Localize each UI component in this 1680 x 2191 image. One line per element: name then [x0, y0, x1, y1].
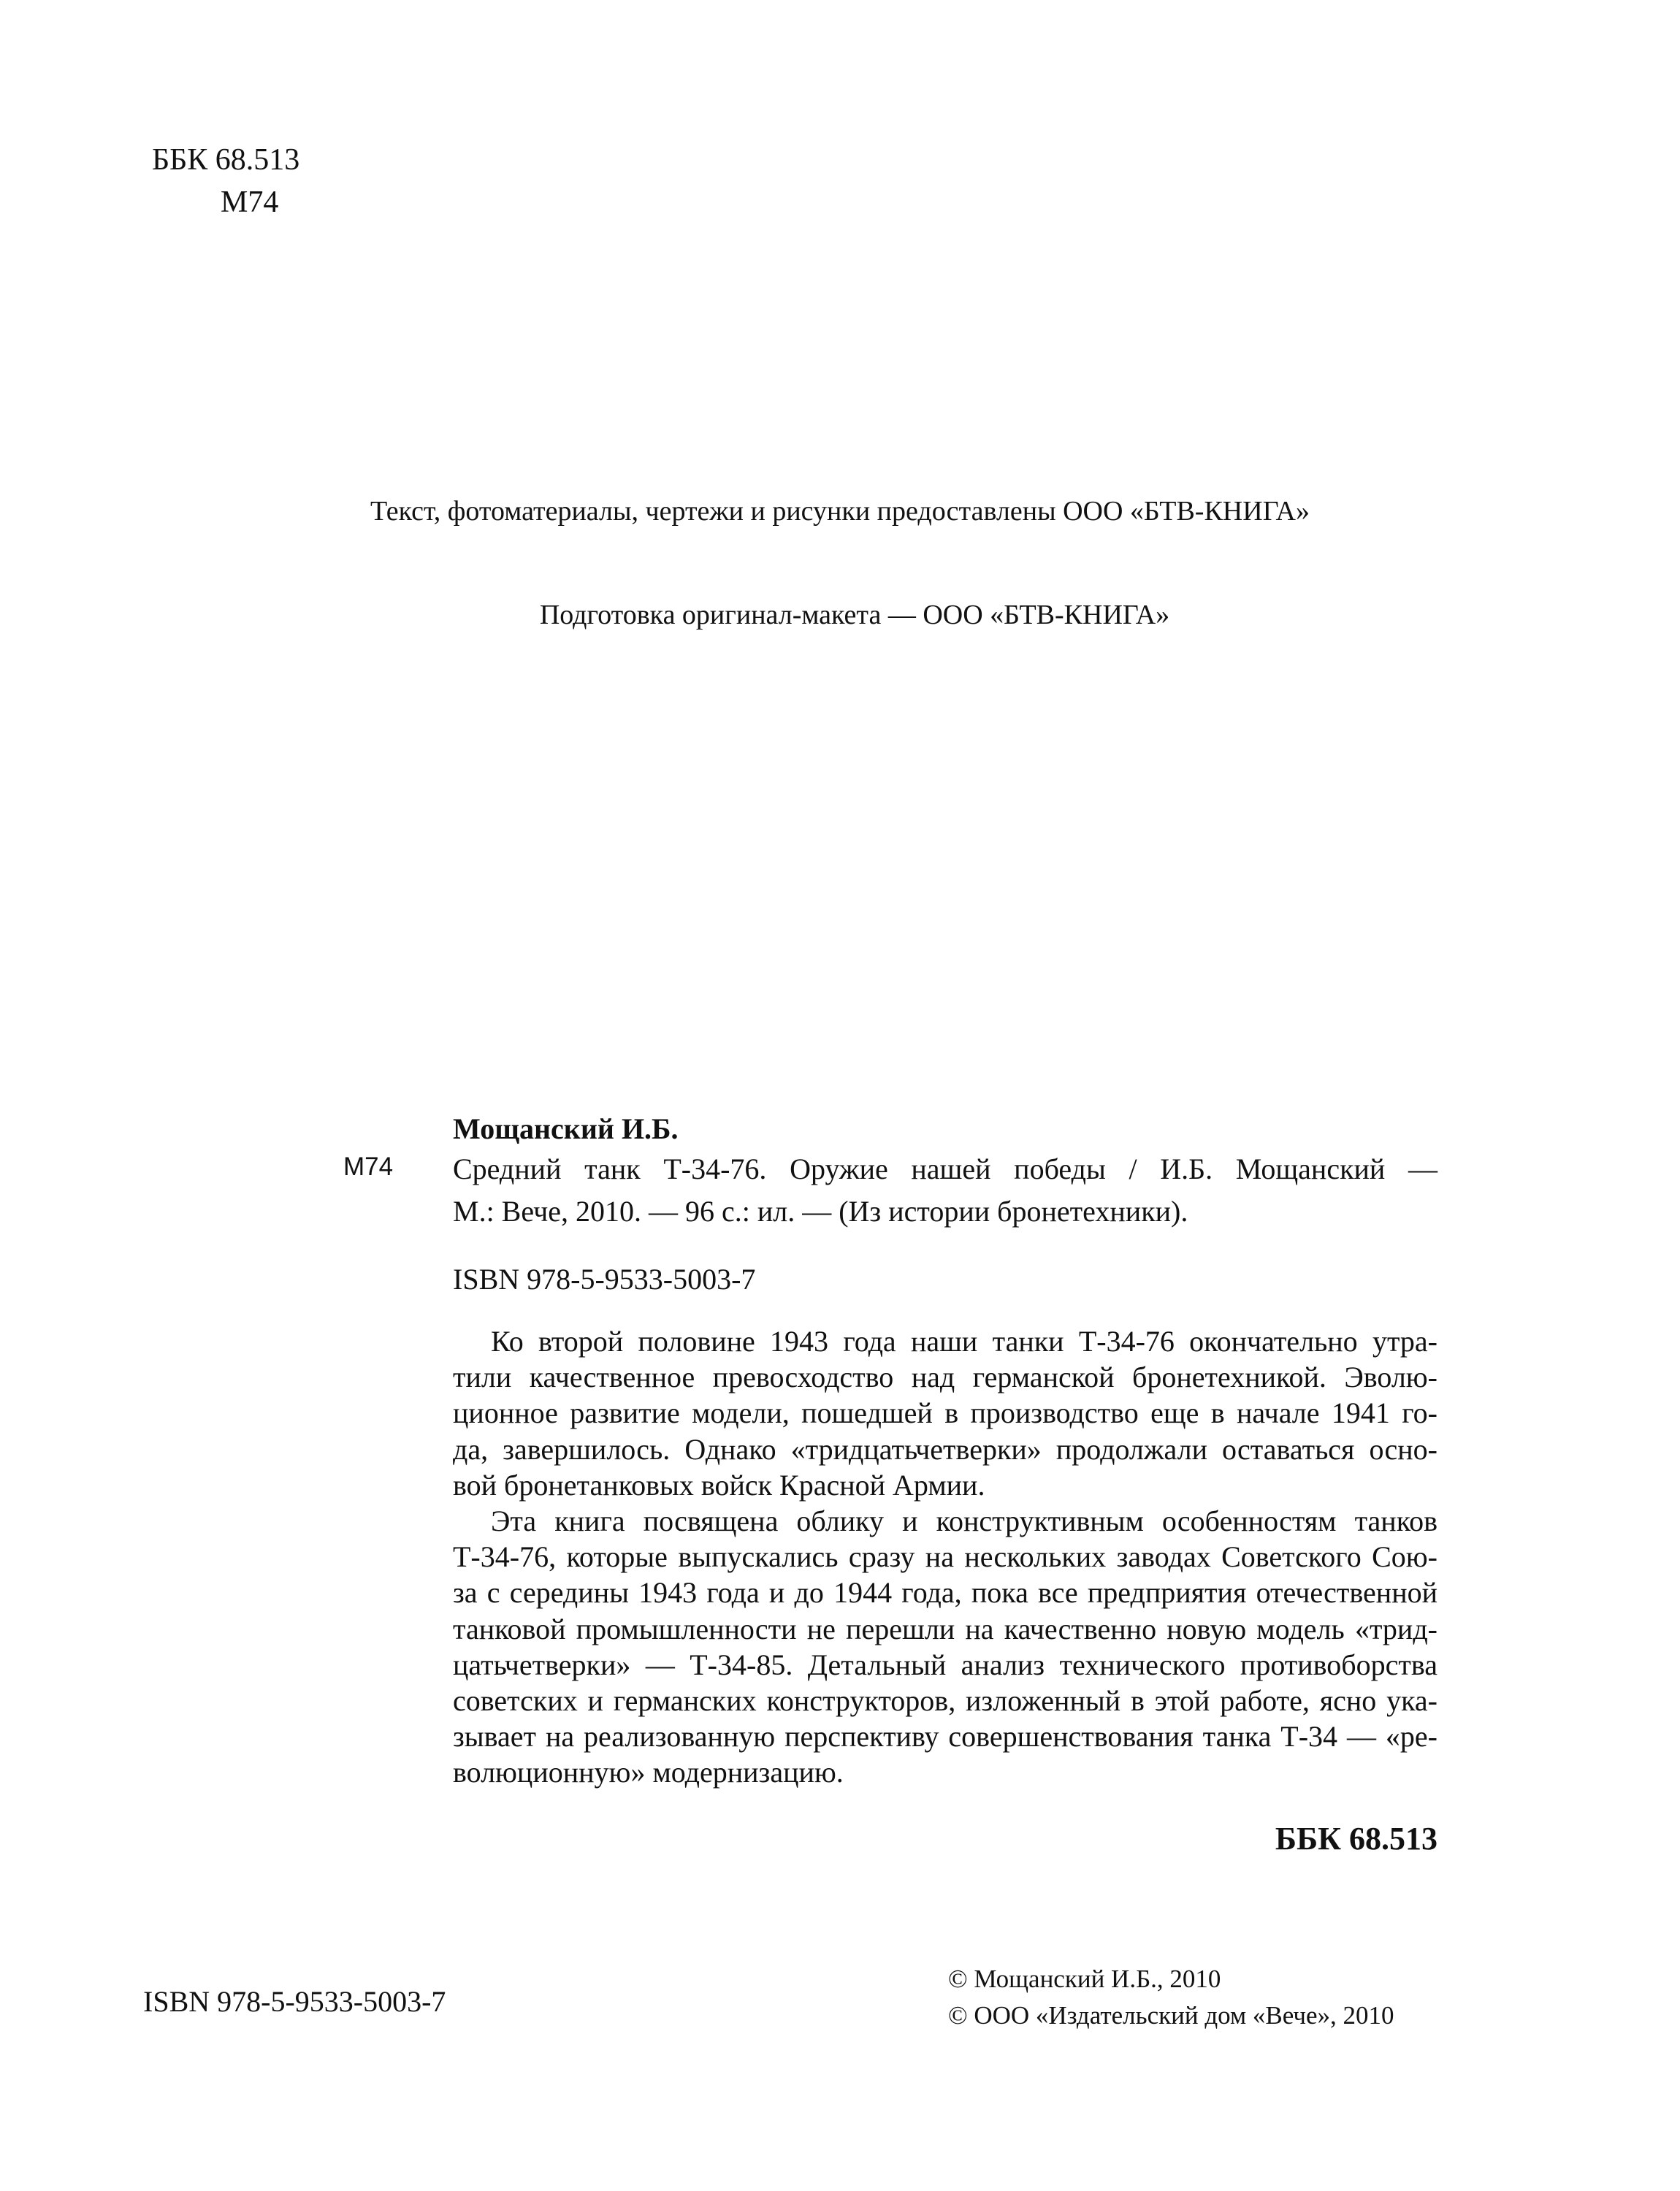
annotation-line: Ко второй половине 1943 года наши танки Т-34-76 окончательно утра-	[491, 1325, 1437, 1358]
catalog-isbn: ISBN 978-5-9533-5003-7	[453, 1263, 756, 1296]
annotation-line: Эта книга посвящена облику и конструктивным особенностям танков	[491, 1504, 1437, 1538]
footer-bbk: ББК 68.513	[1275, 1821, 1437, 1857]
annotation-line: за с середины 1943 года и до 1944 года, пока все предприятия отечественной	[453, 1576, 1437, 1610]
bbk-code: ББК 68.513	[152, 143, 300, 177]
credits-materials: Текст, фотоматериалы, чертежи и рисунки предоставлены ООО «БТВ-КНИГА»	[370, 496, 1310, 527]
description-line: М.: Вече, 2010. — 96 с.: ил. — (Из истории бронетехники).	[453, 1195, 1188, 1228]
author-mark: М74	[221, 186, 279, 219]
annotation-line: волюционную» модернизацию.	[453, 1756, 844, 1789]
description-line: Средний танк Т-34-76. Оружие нашей победы / И.Б. Мощанский —	[453, 1152, 1437, 1185]
catalog-author: Мощанский И.Б.	[453, 1112, 679, 1145]
annotation-line: тили качественное превосходство над германской бронетехникой. Эволю-	[453, 1361, 1437, 1394]
annotation-line: вой бронетанковых войск Красной Армии.	[453, 1468, 985, 1502]
annotation-line: танковой промышленности не перешли на качественно новую модель «трид-	[453, 1612, 1437, 1645]
credits-layout: Подготовка оригинал-макета — ООО «БТВ-КНИГА»	[539, 600, 1170, 630]
catalog-description	[453, 1148, 1437, 1233]
annotation-line: ционное развитие модели, пошедшей в производство еще в начале 1941 го-	[453, 1396, 1437, 1430]
copyright-author: © Мощанский И.Б., 2010	[948, 1965, 1221, 1993]
classification-block	[152, 139, 299, 223]
annotation-line: цатьчетверки» — Т-34-85. Детальный анализ технического противоборства	[453, 1648, 1437, 1681]
annotation-line: зывает на реализованную перспективу совершенствования танка Т-34 — «ре-	[453, 1720, 1437, 1754]
footer-isbn: ISBN 978-5-9533-5003-7	[143, 1985, 446, 2018]
annotation	[453, 1323, 1437, 1791]
catalog-cipher: М74	[343, 1152, 394, 1181]
annotation-line: Т-34-76, которые выпускались сразу на нескольких заводах Советского Сою-	[453, 1540, 1437, 1574]
annotation-line: советских и германских конструкторов, изложенный в этой работе, ясно ука-	[453, 1684, 1437, 1718]
annotation-line: да, завершилось. Однако «тридцатьчетверки» продолжали оставаться осно-	[453, 1432, 1437, 1466]
copyright-publisher: © ООО «Издательский дом «Вече», 2010	[948, 2001, 1394, 2030]
copyright-block	[948, 1961, 1394, 2034]
